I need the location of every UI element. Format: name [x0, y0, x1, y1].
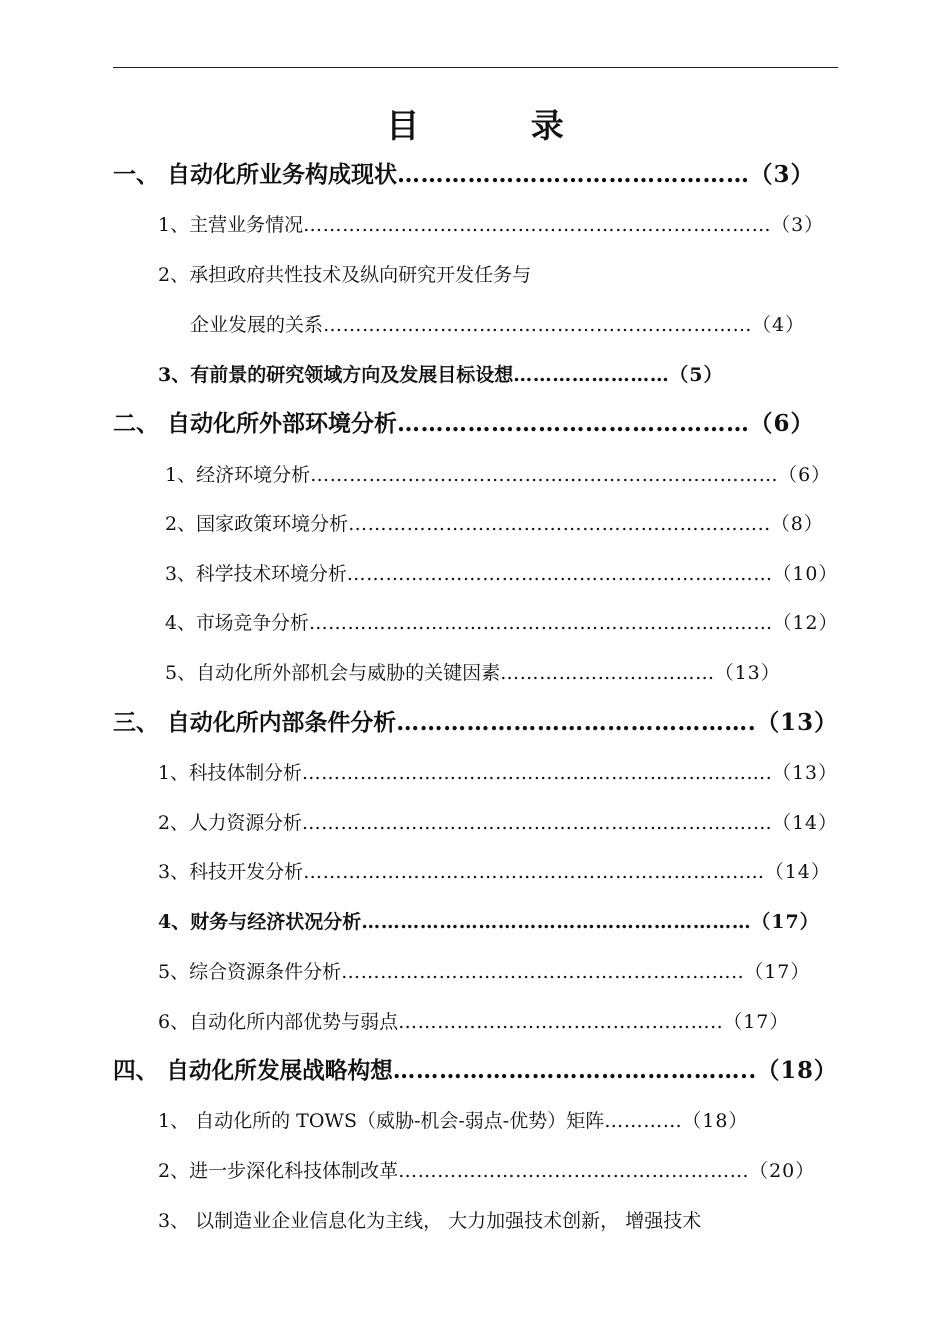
toc-page-number: （6） — [749, 410, 815, 437]
toc-page-number: （6） — [778, 464, 832, 486]
toc-entry-title: 5、综合资源条件分析 — [158, 961, 342, 983]
toc-section-3-3[interactable] — [158, 857, 831, 887]
toc-dot-leader: ……………………………………… — [397, 161, 750, 188]
toc-section-4-3[interactable] — [158, 1206, 701, 1236]
toc-page-number: （18） — [756, 1057, 838, 1084]
toc-entry-title: 4、市场竞争分析 — [165, 612, 309, 634]
toc-entry-title: 2、承担政府共性技术及纵向研究开发任务与 — [158, 264, 532, 286]
toc-entry-title: 3、有前景的研究领域方向及发展目标设想 — [158, 364, 514, 386]
toc-section-3-2[interactable] — [158, 808, 838, 838]
page-title: 目 录 — [386, 106, 614, 145]
toc-dot-leader: ……………………………………………………………… — [308, 612, 773, 634]
toc-dot-leader: …………………… — [513, 364, 670, 386]
toc-dot-leader: …………………………… — [500, 662, 715, 684]
toc-dot-leader: …………………………………………………….. — [341, 961, 745, 983]
toc-entry-title: 二、 自动化所外部环境分析 — [113, 410, 398, 437]
toc-entry-title: 3、科学技术环境分析 — [165, 563, 347, 585]
toc-entry-title: 6、自动化所内部优势与弱点 — [158, 1011, 399, 1033]
toc-dot-leader: ……………………………………………………………… — [310, 464, 779, 486]
toc-page-number: （13） — [756, 709, 839, 736]
toc-dot-leader: ………………………………………………………… — [323, 314, 753, 336]
toc-section-2-1[interactable] — [165, 460, 831, 490]
toc-page-number: （12） — [772, 612, 839, 634]
toc-entry-title: 企业发展的关系 — [190, 314, 324, 336]
toc-entry-title: 一、 自动化所业务构成现状 — [113, 161, 398, 188]
toc-dot-leader: ……………………………………….. — [392, 1057, 757, 1084]
toc-section-2-4[interactable] — [165, 608, 838, 638]
toc-entry-title: 4、财务与经济状况分析 — [158, 911, 362, 933]
toc-entry-title: 3、 以制造业企业信息化为主线， 大力加强技术创新， 增强技术 — [158, 1210, 702, 1232]
toc-section-3-4[interactable] — [158, 907, 820, 937]
toc-entry-title: 1、科技体制分析 — [158, 762, 302, 784]
toc-entry-title: 四、 自动化所发展战略构想 — [113, 1057, 393, 1084]
toc-entry-title: 1、 自动化所的 TOWS（威胁-机会-弱点-优势）矩阵 — [158, 1110, 605, 1132]
toc-dot-leader: ………… — [604, 1110, 683, 1132]
toc-chapter-1[interactable] — [113, 160, 815, 190]
toc-chapter-4[interactable] — [113, 1056, 838, 1086]
toc-page-number: （17） — [751, 911, 820, 933]
toc-page-number: （5） — [669, 364, 724, 386]
toc-section-1-1[interactable] — [158, 210, 824, 240]
toc-section-2-3[interactable] — [165, 559, 838, 589]
toc-section-1-2[interactable] — [158, 260, 531, 290]
toc-dot-leader: ……………………………………………………….. — [348, 513, 771, 535]
toc-dot-leader: ………………………………………………………… — [346, 563, 773, 585]
toc-page-number: （3） — [771, 214, 825, 236]
toc-page-number: （13） — [714, 662, 781, 684]
toc-page-number: （17） — [723, 1011, 790, 1033]
header-rule — [113, 67, 838, 68]
toc-page-number: （13） — [772, 762, 838, 784]
toc-section-3-5[interactable] — [158, 957, 810, 987]
toc-entry-title: 3、科技开发分析 — [158, 861, 304, 883]
toc-section-4-1[interactable] — [158, 1106, 748, 1136]
toc-page-number: （8） — [770, 513, 824, 535]
toc-dot-leader: ………………………………………………………………. — [301, 762, 773, 784]
toc-entry-title: 2、国家政策环境分析 — [165, 513, 349, 535]
toc-dot-leader: …………………………………………………………….… — [301, 812, 773, 834]
toc-section-4-2[interactable] — [158, 1156, 815, 1186]
toc-dot-leader: ……………………………………………………………… — [303, 214, 772, 236]
toc-section-3-6[interactable] — [158, 1007, 789, 1037]
toc-page-number: （20） — [749, 1160, 816, 1182]
toc-page-number: （14） — [772, 812, 838, 834]
toc-entry-title: 2、进一步深化科技体制改革 — [158, 1160, 399, 1182]
toc-entry-title: 2、人力资源分析 — [158, 812, 302, 834]
toc-page-number: （14） — [764, 861, 831, 883]
toc-dot-leader: ………………………………………. — [396, 709, 757, 736]
toc-section-1-3[interactable] — [158, 360, 723, 390]
toc-page-number: （10） — [772, 563, 839, 585]
toc-dot-leader: ……………………………………… — [397, 410, 750, 437]
toc-chapter-2[interactable] — [113, 409, 815, 439]
toc-section-1-2-cont[interactable] — [190, 310, 805, 340]
toc-dot-leader: ………………………………………….. — [398, 1011, 724, 1033]
toc-dot-leader: …………………………………………………………..… — [303, 861, 765, 883]
toc-section-2-5[interactable] — [165, 658, 781, 688]
toc-dot-leader: ……………………………………………… — [398, 1160, 750, 1182]
toc-page-number: （3） — [749, 161, 815, 188]
toc-entry-title: 1、经济环境分析 — [165, 464, 311, 486]
toc-entry-title: 1、主营业务情况 — [158, 214, 304, 236]
toc-dot-leader: …………………………………………………… — [361, 911, 752, 933]
toc-entry-title: 5、自动化所外部机会与威胁的关键因素 — [165, 662, 501, 684]
toc-page-number: （17） — [744, 961, 811, 983]
toc-page-number: （4） — [752, 314, 806, 336]
toc-section-3-1[interactable] — [158, 758, 838, 788]
toc-section-2-2[interactable] — [165, 509, 824, 539]
toc-page-number: （18） — [682, 1110, 749, 1132]
toc-chapter-3[interactable] — [113, 708, 838, 738]
toc-entry-title: 三、 自动化所内部条件分析 — [113, 709, 397, 736]
